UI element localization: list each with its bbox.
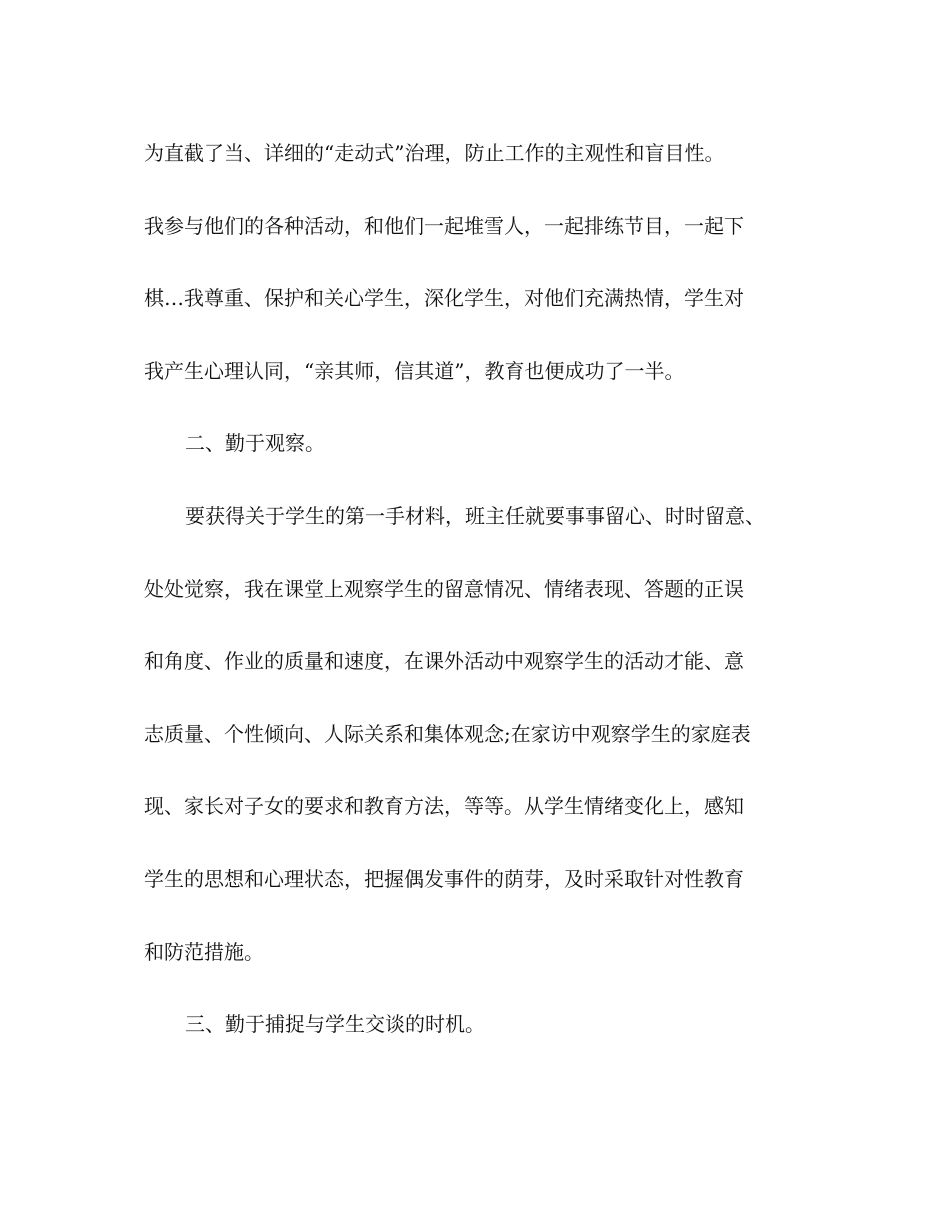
text-line-7: 处处觉察，我在课堂上观察学生的留意情况、情绪表现、答题的正误 xyxy=(144,576,744,601)
text-line-10: 现、家长对子女的要求和教育方法，等等。从学生情绪变化上，感知 xyxy=(144,794,744,819)
text-line-1: 为直截了当、详细的“走动式”治理，防止工作的主观性和盲目性。 xyxy=(144,141,725,165)
section-heading-conversation: 三、勤于捕捉与学生交谈的时机。 xyxy=(185,1012,485,1037)
section-heading-observe: 二、勤于观察。 xyxy=(185,431,325,456)
text-line-12: 和防范措施。 xyxy=(144,939,264,964)
document-body xyxy=(144,117,809,1061)
text-line-3: 棋…我尊重、保护和关心学生，深化学生，对他们充满热情，学生对 xyxy=(144,286,744,311)
text-line-8: 和角度、作业的质量和速度，在课外活动中观察学生的活动才能、意 xyxy=(144,649,744,674)
text-line-4: 我产生心理认同，“亲其师，信其道”，教育也便成功了一半。 xyxy=(144,358,685,383)
text-line-11: 学生的思想和心理状态，把握偶发事件的荫芽，及时采取针对性教育 xyxy=(144,866,744,891)
text-line-2: 我参与他们的各种活动，和他们一起堆雪人，一起排练节目，一起下 xyxy=(144,213,744,238)
text-line-6: 要获得关于学生的第一手材料，班主任就要事事留心、时时留意、 xyxy=(185,503,765,528)
text-line-9: 志质量、个性倾向、人际关系和集体观念;在家访中观察学生的家庭表 xyxy=(144,721,751,746)
